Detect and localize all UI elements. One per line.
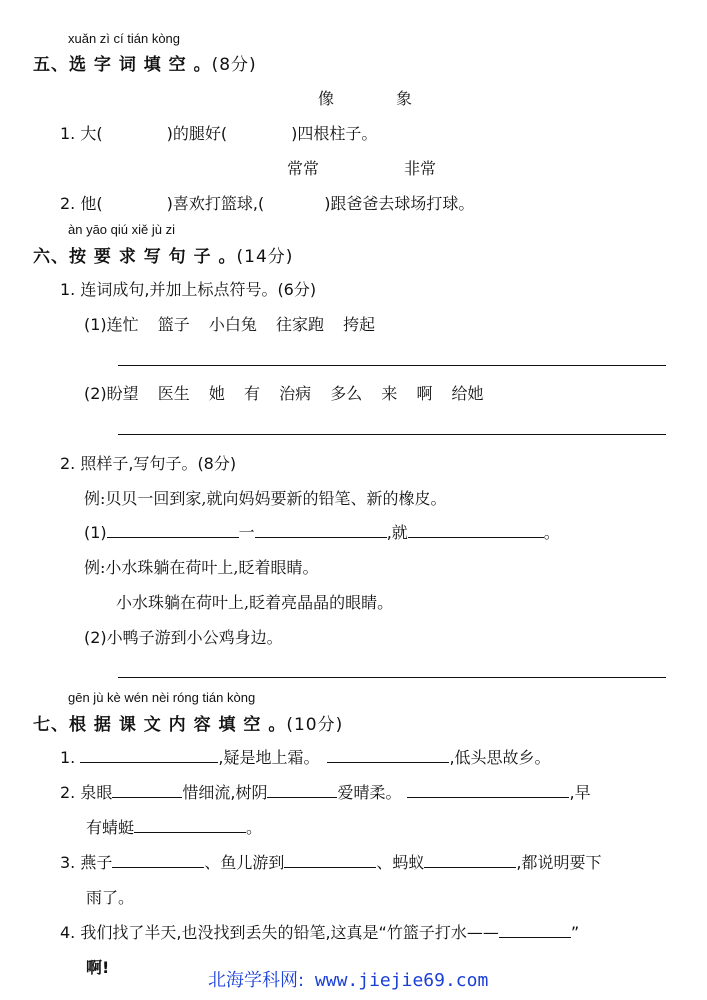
q-text: 燕子 <box>80 853 113 872</box>
word: 挎起 <box>343 315 376 334</box>
section6-score: (14分) <box>236 247 294 267</box>
footer-url[interactable]: www.jiejie69.com <box>304 970 489 991</box>
answer-blank[interactable] <box>407 781 569 798</box>
word: 她 <box>208 384 225 403</box>
q-text: ,就 <box>386 523 408 542</box>
q-text: 。 <box>246 818 263 837</box>
section7-title <box>33 710 343 735</box>
word: 篮子 <box>157 315 190 334</box>
answer-blank[interactable] <box>327 746 449 763</box>
choice-xiang: 像 <box>318 89 335 108</box>
q-text: )四根柱子。 <box>291 124 378 143</box>
q-text: 惜细流,树阴 <box>182 783 268 802</box>
answer-blank[interactable] <box>255 521 387 538</box>
example-1: 例:贝贝一回到家,就向妈妈要新的铅笔、新的橡皮。 <box>84 489 447 508</box>
answer-blank[interactable] <box>112 851 204 868</box>
s6-q1-label: 1. 连词成句,并加上标点符号。(6分) <box>60 280 317 299</box>
section7-pinyin: gēn jù kè wén nèi róng tián kòng <box>68 690 256 705</box>
answer-line[interactable] <box>118 434 666 435</box>
answer-blank[interactable] <box>267 781 337 798</box>
answer-blank[interactable] <box>134 816 246 833</box>
answer-blank[interactable] <box>80 746 218 763</box>
word: 医生 <box>157 384 190 403</box>
word: 盼望 <box>106 384 139 403</box>
answer-blank[interactable] <box>107 521 239 538</box>
section7-score: (10分) <box>286 715 344 735</box>
q-number: 2. <box>60 783 76 802</box>
word: 来 <box>381 384 398 403</box>
example-2a: 例:小水珠躺在荷叶上,眨着眼睛。 <box>84 558 319 577</box>
section7-title-text: 七、根 据 课 文 内 容 填 空 。 <box>33 715 287 735</box>
q-text: 爱晴柔。 <box>337 783 402 802</box>
q-number: 4. <box>60 923 76 942</box>
answer-blank[interactable] <box>284 851 376 868</box>
q-text: 我们找了半天,也没找到丢失的铅笔,这真是“竹篮子打水—— <box>80 923 499 942</box>
choice-changchang: 常常 <box>287 159 320 178</box>
q-text: 大( <box>80 124 103 143</box>
word: 小白兔 <box>208 315 257 334</box>
section5-title <box>33 50 257 75</box>
s5-q1 <box>60 121 377 144</box>
s7-q3 <box>60 850 602 873</box>
footer-site-name: 北海学科网: <box>208 970 305 991</box>
s7-q2-cont <box>86 815 262 838</box>
word: 多么 <box>330 384 363 403</box>
section5-title-text: 五、选 字 词 填 空 。 <box>33 55 212 75</box>
s7-q2 <box>60 780 591 803</box>
q-text: 、鱼儿游到 <box>204 853 285 872</box>
q-number: 2. <box>60 194 76 213</box>
q-text: ” <box>570 923 580 942</box>
s5-q2 <box>60 191 474 214</box>
q-number: 1. <box>60 748 76 767</box>
word: 连忙 <box>106 315 139 334</box>
section6-title <box>33 242 293 267</box>
s6-q1-item1 <box>84 312 375 335</box>
answer-blank[interactable] <box>112 781 182 798</box>
section5-score: (8分) <box>211 55 257 75</box>
word: 啊 <box>416 384 433 403</box>
answer-line[interactable] <box>118 365 666 366</box>
q-text: )的腿好( <box>166 124 228 143</box>
section6-pinyin: àn yāo qiú xiě jù zi <box>68 222 175 237</box>
q-text: 泉眼 <box>80 783 113 802</box>
q-text: ,早 <box>569 783 591 802</box>
q-text: 他( <box>80 194 103 213</box>
s6-q2-label: 2. 照样子,写句子。(8分) <box>60 454 237 473</box>
q-text: 、蚂蚁 <box>376 853 425 872</box>
q-text: 有蜻蜓 <box>86 818 135 837</box>
s7-q4-cont: 啊! <box>86 958 110 977</box>
section6-title-text: 六、按 要 求 写 句 子 。 <box>33 247 237 267</box>
answer-blank[interactable] <box>499 921 571 938</box>
q-text: ,疑是地上霜。 <box>218 748 320 767</box>
s7-q1 <box>60 745 551 768</box>
item-number: (1) <box>84 315 107 334</box>
choice-xiang2: 象 <box>396 89 413 108</box>
footer-watermark <box>208 966 488 992</box>
q-text: )跟爸爸去球场打球。 <box>324 194 475 213</box>
item-number: (1) <box>84 523 107 542</box>
q-text: )喜欢打篮球,( <box>166 194 265 213</box>
q-text: ,都说明要下 <box>516 853 602 872</box>
answer-blank[interactable] <box>424 851 516 868</box>
q-text: 一 <box>238 523 255 542</box>
s6-q1-item2 <box>84 381 484 404</box>
section5-pinyin: xuǎn zì cí tián kòng <box>68 31 181 46</box>
s7-q3-cont: 雨了。 <box>86 888 135 907</box>
s7-q4 <box>60 920 579 943</box>
choice-feichang: 非常 <box>404 159 437 178</box>
item-number: (2) <box>84 384 107 403</box>
q-text: ,低头思故乡。 <box>449 748 551 767</box>
q-number: 1. <box>60 124 76 143</box>
example-2b: 小水珠躺在荷叶上,眨着亮晶晶的眼睛。 <box>116 593 394 612</box>
s6-q2-item2: (2)小鸭子游到小公鸡身边。 <box>84 628 283 647</box>
word: 治病 <box>279 384 312 403</box>
q-number: 3. <box>60 853 76 872</box>
q-text: 。 <box>543 523 560 542</box>
answer-line[interactable] <box>118 677 666 678</box>
word: 有 <box>244 384 261 403</box>
word: 给她 <box>451 384 484 403</box>
s6-q2-blank1 <box>84 520 560 543</box>
word: 往家跑 <box>276 315 325 334</box>
answer-blank[interactable] <box>408 521 544 538</box>
